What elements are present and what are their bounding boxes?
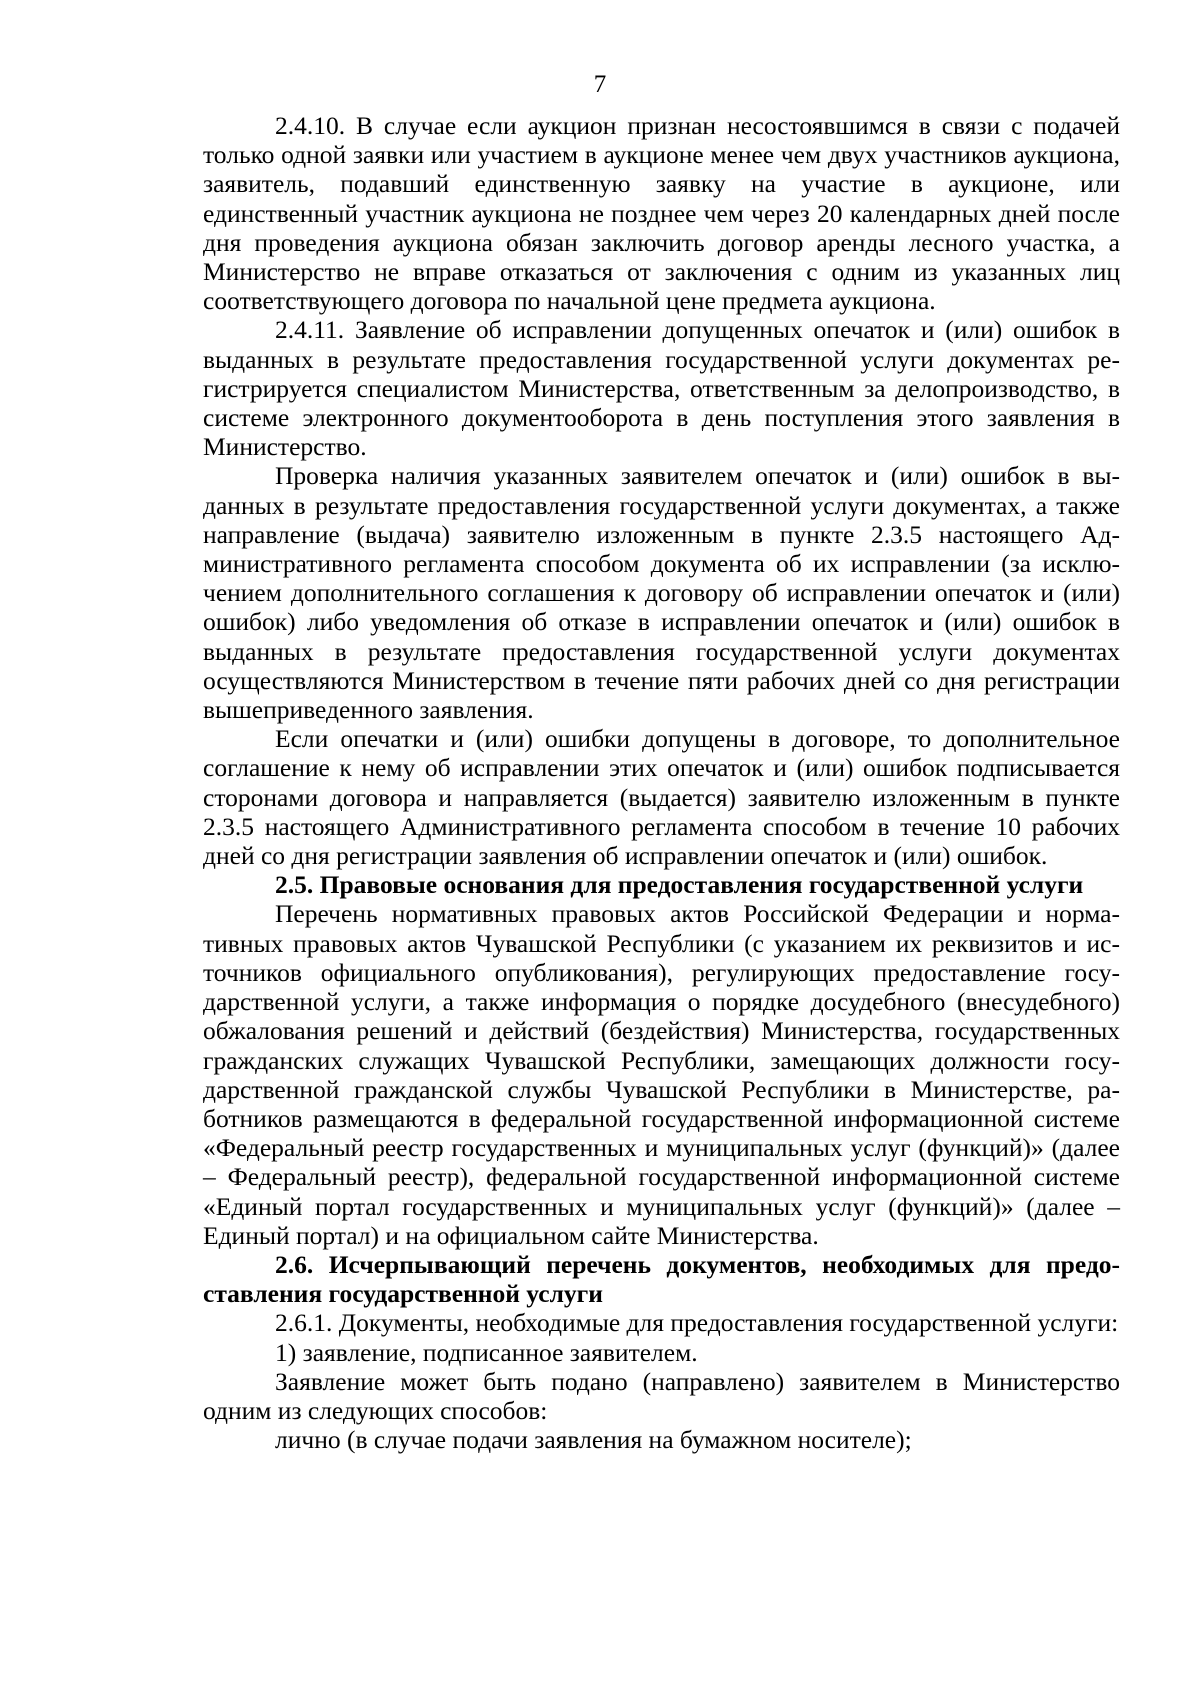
page-number: 7 <box>593 71 607 98</box>
paragraph-legal-acts: Перечень нормативных правовых актов Российской Федерации и нормативных правовых актов Чувашской Республики (с указанием их реквизитов и источников официального опубликования), регулирующих предоставление государственной услуги, а также информация о порядке досудебного (внесудебного) обжалования решений и действий (бездействия) Министерства, государственных гражданских служащих Чувашской Республики, замещающих должности государственной гражданской службы Чувашской Республики в Министерстве, работников размещаются в федеральной государственной информационной системе «Федеральный реестр государственных и муниципальных услуг (функций)» (далее – Федеральный реестр), федеральной государственной информационной системе «Единый портал государственных и муниципальных услуг (функций)» (далее – Единый портал) и на официальном сайте Министерства. <box>203 899 1120 1250</box>
paragraph-contract-errors: Если опечатки и (или) ошибки допущены в договоре, то дополнительное соглашение к нему об исправлении этих опечаток и (или) ошибок подписывается сторонами договора и направляется (выдается) заявителю изложенным в пункте 2.3.5 настоящего Административного регламента способом в течение 10 рабочих дней со дня регистрации заявления об исправлении опечаток и (или) ошибок. <box>203 724 1120 871</box>
paragraph-error-check: Проверка наличия указанных заявителем опечаток и (или) ошибок в выданных в результате предоставления государственной услуги документах, а также направление (выдача) заявителю изложенным в пункте 2.3.5 настоящего Административного регламента способом документа об их исправлении (за исключением дополнительного соглашения к договору об исправлении опечаток и (или) ошибок) либо уведомления об отказе в исправлении опечаток и (или) ошибок в выданных в результате предоставления государственной услуги документах осуществляются Министерством в течение пяти рабочих дней со дня регистрации вышеприведенного заявления. <box>203 461 1120 725</box>
paragraph-2-4-10: 2.4.10. В случае если аукцион признан несостоявшимся в связи с подачей только одной заявки или участием в аукционе менее чем двух участников аукциона, заявитель, подавший единственную заявку на участие в аукционе, или единственный участник аукциона не позднее чем через 20 календарных дней после дня проведения аукциона обязан заключить договор аренды лесного участка, а Министерство не вправе отказаться от заключения с одним из указанных лиц соответствующего договора по начальной цене предмета аукциона. <box>203 111 1120 316</box>
paragraph-2-4-11: 2.4.11. Заявление об исправлении допущенных опечаток и (или) ошибок в выданных в результате предоставления государственной услуги документах регистрируется специалистом Министерства, ответственным за делопроизводство, в системе электронного документооборота в день поступления этого заявления в Министерство. <box>203 315 1120 462</box>
paragraph-2-6-1: 2.6.1. Документы, необходимые для предоставления государственной услуги: <box>275 1308 1119 1338</box>
paragraph-submission-methods: Заявление может быть подано (направлено) заявителем в Министерство одним из следующих способов: <box>203 1366 1120 1425</box>
section-heading-2-5: 2.5. Правовые основания для предоставления государственной услуги <box>275 870 1084 900</box>
list-item-application: 1) заявление, подписанное заявителем. <box>275 1337 698 1367</box>
document-body <box>203 111 1120 1454</box>
list-item-in-person: лично (в случае подачи заявления на бумажном носителе); <box>275 1425 912 1455</box>
section-heading-2-6: 2.6. Исчерпывающий перечень документов, необходимых для предоставления государственной услуги <box>203 1249 1120 1309</box>
